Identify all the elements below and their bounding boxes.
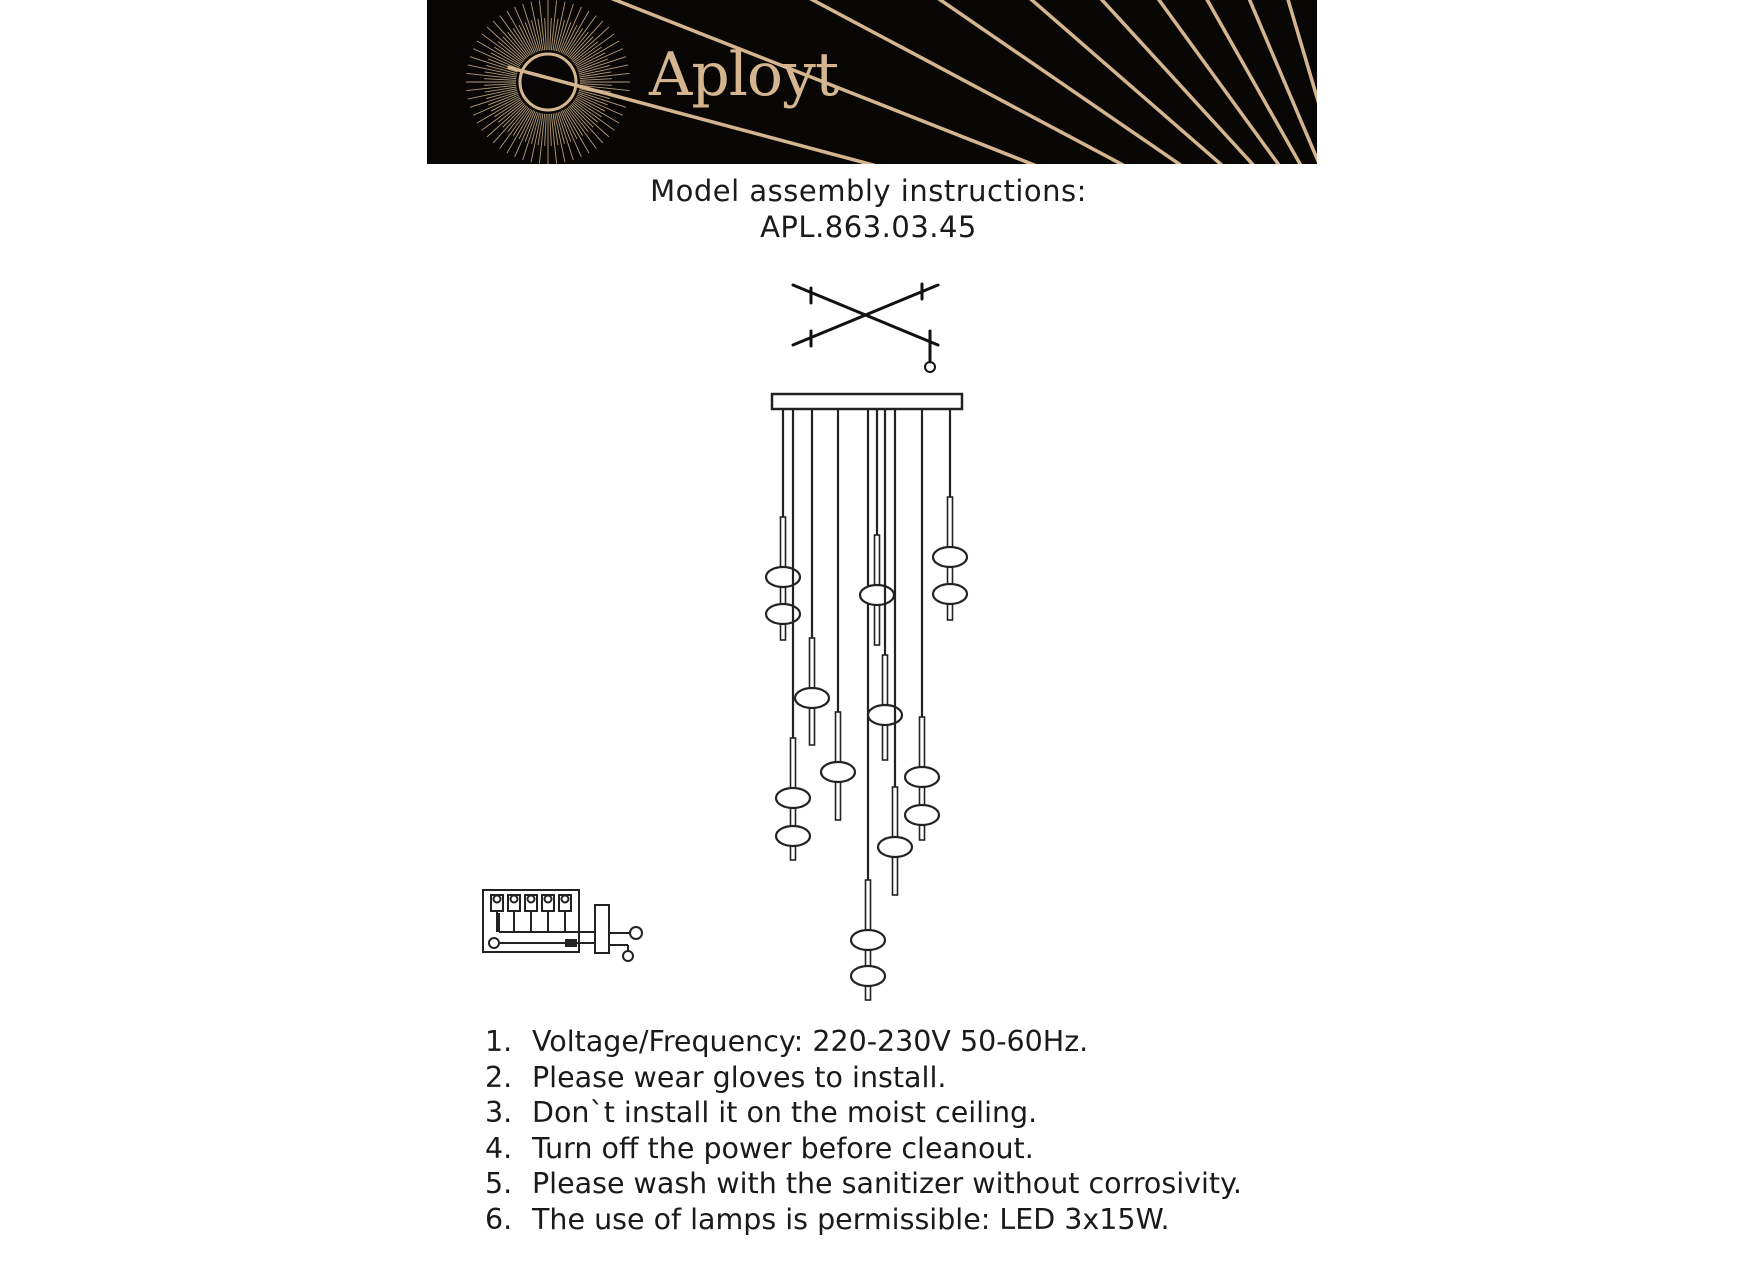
wiring-diagram-icon [483,890,642,961]
mounting-bracket-icon [793,284,938,372]
list-item: 3. Don`t install it on the moist ceiling. [485,1096,1038,1130]
page-title: Model assembly instructions: [650,174,1087,208]
list-item: 6. The use of lamps is permissible: LED 3x15W. [485,1202,1170,1236]
list-item: 2. Please wear gloves to install. [485,1060,947,1094]
canopy [772,394,962,409]
instructions-list [485,1024,1242,1238]
list-item: 5. Please wash with the sanitizer without corrosivity. [485,1167,1242,1201]
list-item: 1. Voltage/Frequency: 220-230V 50-60Hz. [485,1025,1089,1058]
pendant-lights [766,409,967,1000]
model-number: APL.863.03.45 [760,210,977,244]
list-item: 4. Turn off the power before cleanout. [485,1131,1034,1165]
brand-name: Aployt [649,40,839,110]
